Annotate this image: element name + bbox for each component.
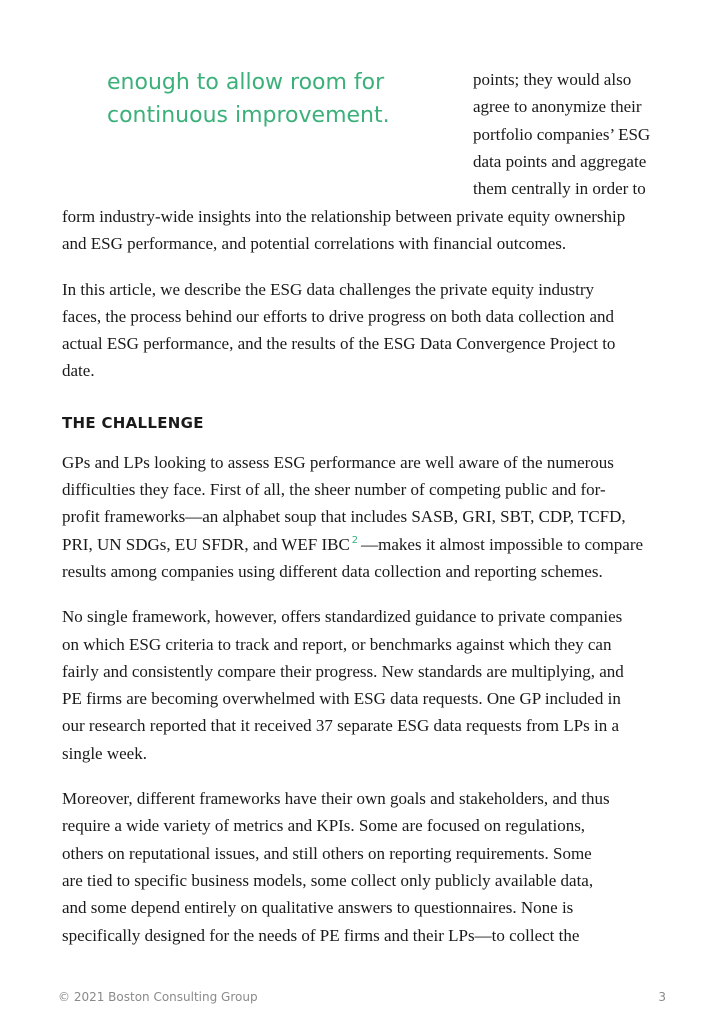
text-line: on which ESG criteria to track and report, or benchmarks against which they can [62,634,612,654]
text-line: Moreover, different frameworks have their own goals and stakeholders, and thus [62,789,610,809]
text-line-with-footnote [62,531,682,558]
text-line: portfolio companies’ ESG [473,124,651,144]
pull-quote-line: enough to allow room for [107,70,385,95]
text-line: faces, the process behind our efforts to drive progress on both data collection and [62,306,615,326]
intro-column-text [473,66,713,202]
article-body [62,203,682,967]
text-line: and some depend entirely on qualitative answers to questionnaires. None is [62,898,574,918]
paragraph [62,785,682,949]
text-segment: PRI, UN SDGs, EU SFDR, and WEF IBC [62,534,350,554]
text-line: specifically designed for the needs of PE firms and their LPs—to collect the [62,925,580,945]
text-line: agree to anonymize their [473,97,642,117]
text-line: our research reported that it received 37 separate ESG data requests from LPs in a [62,716,620,736]
text-line: difficulties they face. First of all, the sheer number of competing public and for- [62,480,606,500]
text-line: GPs and LPs looking to assess ESG performance are well aware of the numerous [62,452,614,472]
paragraph [62,276,682,385]
text-line: No single framework, however, offers standardized guidance to private companies [62,607,623,627]
page-number: 3 [658,990,666,1004]
text-line: fairly and consistently compare their progress. New standards are multiplying, and [62,661,624,681]
paragraph [62,603,682,767]
text-line: are tied to specific business models, some collect only publicly available data, [62,870,594,890]
copyright-notice: © 2021 Boston Consulting Group [58,990,258,1004]
paragraph [62,449,682,585]
text-line: In this article, we describe the ESG data challenges the private equity industry [62,279,595,299]
page-footer [0,990,724,1010]
text-line: others on reputational issues, and still others on reporting requirements. Some [62,843,592,863]
section-heading: THE CHALLENGE [62,413,204,432]
text-line: them centrally in order to [473,179,646,199]
text-line: results among companies using different data collection and reporting schemes. [62,561,603,581]
text-line: data points and aggregate [473,151,647,171]
footnote-marker[interactable]: 2 [351,535,359,547]
text-line: require a wide variety of metrics and KPIs. Some are focused on regulations, [62,816,586,836]
text-line: PE firms are becoming overwhelmed with ESG data requests. One GP included in [62,689,621,709]
text-line: single week. [62,743,147,763]
pull-quote [107,66,427,132]
text-line: points; they would also [473,70,632,89]
text-line: profit frameworks—an alphabet soup that includes SASB, GRI, SBT, CDP, TCFD, [62,507,626,527]
text-line: and ESG performance, and potential correlations with financial outcomes. [62,234,567,254]
text-line: form industry-wide insights into the relationship between private equity ownership [62,207,626,226]
text-line: date. [62,361,95,381]
text-segment: —makes it almost impossible to compare [361,534,644,554]
text-line: actual ESG performance, and the results of the ESG Data Convergence Project to [62,334,616,354]
pull-quote-line: continuous improvement. [107,103,390,128]
paragraph [62,203,682,258]
